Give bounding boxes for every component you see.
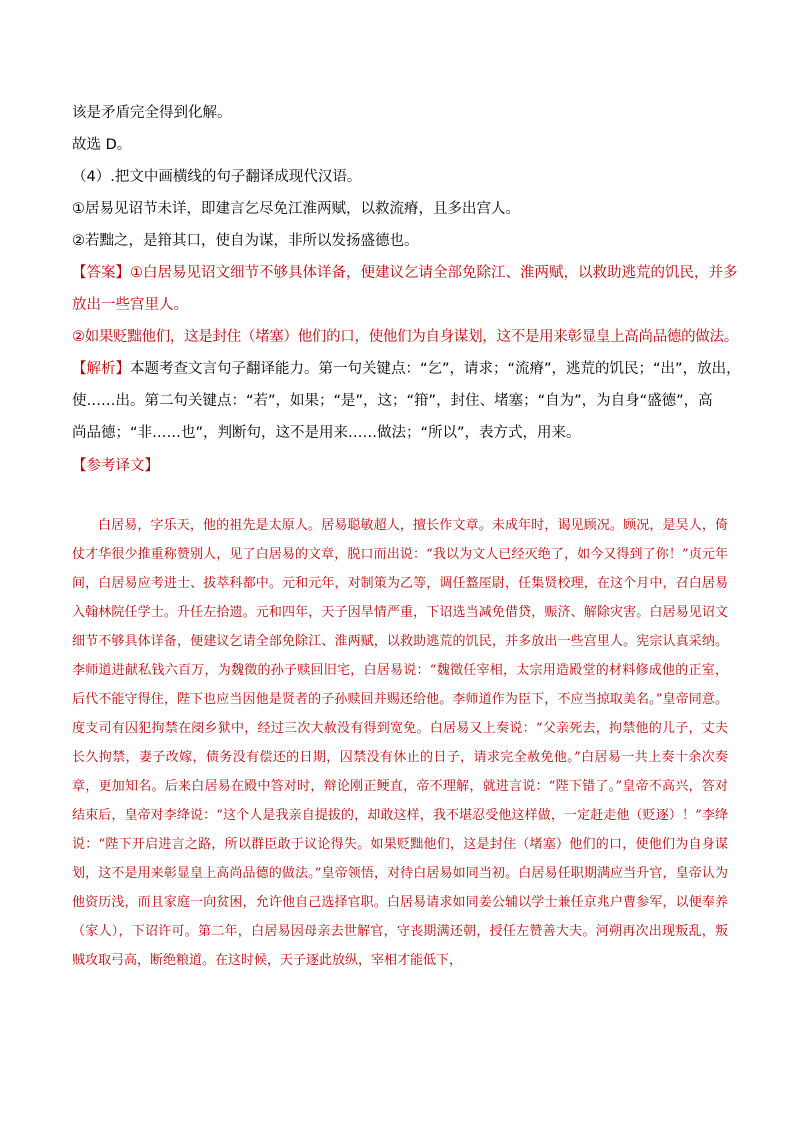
reference-tag: 【参考译文】 xyxy=(72,458,159,474)
answer-text-1: ①白居易见诏文细节不够具体详备，便建议乞请全部免除江、淮两赋，以救助逃荒的饥民，并多 xyxy=(130,265,738,281)
text-line-2: 故选 D。 xyxy=(72,137,132,153)
sentence-1: ①居易见诏节未详，即建言乞尽免江淮两赋，以救流瘠，且多出宫人。 xyxy=(72,201,520,217)
answer-line-2: 放出一些宫里人。 xyxy=(72,297,188,313)
analysis-line-3: 尚品德；“非……也”，判断句，这不是用来……做法；“所以”，表方式，用来。 xyxy=(72,425,581,441)
sentence-2: ②若黜之，是箝其口，使自为谋，非所以发扬盛德也。 xyxy=(72,233,419,249)
text-line-1: 该是矛盾完全得到化解。 xyxy=(72,105,232,121)
analysis-text-1: 本题考查文言句子翻译能力。第一句关键点：“乞”，请求；“流瘠”，逃荒的饥民；“出”，放出， xyxy=(130,361,741,377)
answer-line-1 xyxy=(72,263,738,283)
analysis-line-1 xyxy=(72,359,741,379)
analysis-tag: 【解析】 xyxy=(72,361,130,377)
reference-translation: 白居易，字乐天，他的祖先是太原人。居易聪敏超人，擅长作文章。未成年时，谒见顾况。顾况，是吴人，倚仗才华很少推重称赞别人，见了白居易的文章，脱口而出说：“我以为文人已经灭绝了，如今又得到了你！”贞元年间，白居易应考进士、拔萃科都中。元和元年，对制策为乙等，调任盩厔尉，任集贤校理，在这个月中，召白居易入翰林院任学士。升任左拾遗。元和四年，天子因旱情严重，下诏选当减免借贷，赈济、解除灾害。白居易见诏文细节不够具体详备，便建议乞请全部免除江、淮两赋，以救助逃荒的饥民，并多放出一些宫里人。宪宗认真采纳。李师道进献私钱六百万，为魏徵的孙子赎回旧宅，白居易说：“魏徵任宰相，太宗用造殿堂的材料修成他的正室，后代不能守得住，陛下也应当因他是贤者的子孙赎回并赐还给他。李师道作为臣下，不应当掠取美名。”皇帝同意。度支司有囚犯拘禁在阌乡狱中，经过三次大赦没有得到宽免。白居易又上奏说：“父亲死去，拘禁他的儿子，丈夫长久拘禁，妻子改嫁，债务没有偿还的日期，囚禁没有休止的日子，请求完全赦免他。”白居易一共上奏十余次奏章，更加知名。后来白居易在殿中答对时，辩论刚正鲠直，帝不理解，就进言说：“陛下错了。”皇帝不高兴，答对结束后，皇帝对李绛说：“这个人是我亲自提拔的，却敢这样，我不堪忍受他这样做，一定赶走他（贬逐）！”李绛说：“陛下开启进言之路，所以群臣敢于议论得失。如果贬黜他们，这是封住（堵塞）他们的口，使他们为自身谋划，这不是用来彰显皇上高尚品德的做法。”皇帝领悟，对待白居易如同当初。白居易任职期满应当升官，皇帝认为他资历浅，而且家庭一向贫困，允许他自己选择官职。白居易请求如同姜公辅以学士兼任京兆户曹参军，以便奉养（家人），下诏许可。第二年，白居易因母亲去世解官，守丧期满还朝，授任左赞善大夫。河朔再次出现叛乱，叛贼攻取弓高，断绝粮道。在这时候，天子逐此放纵，宰相才能低下， xyxy=(72,518,728,968)
answer-tag: 【答案】 xyxy=(72,265,130,281)
analysis-line-2: 使……出。第二句关键点：“若”，如果；“是”，这；“箝”，封住、堵塞；“自为”，为自身“盛德”，高 xyxy=(72,393,713,409)
question-4: （4）.把文中画横线的句子翻译成现代汉语。 xyxy=(72,169,362,185)
answer-line-3: ②如果贬黜他们，这是封住（堵塞）他们的口，使他们为自身谋划，这不是用来彰显皇上高尚品德的做法。 xyxy=(72,329,738,345)
